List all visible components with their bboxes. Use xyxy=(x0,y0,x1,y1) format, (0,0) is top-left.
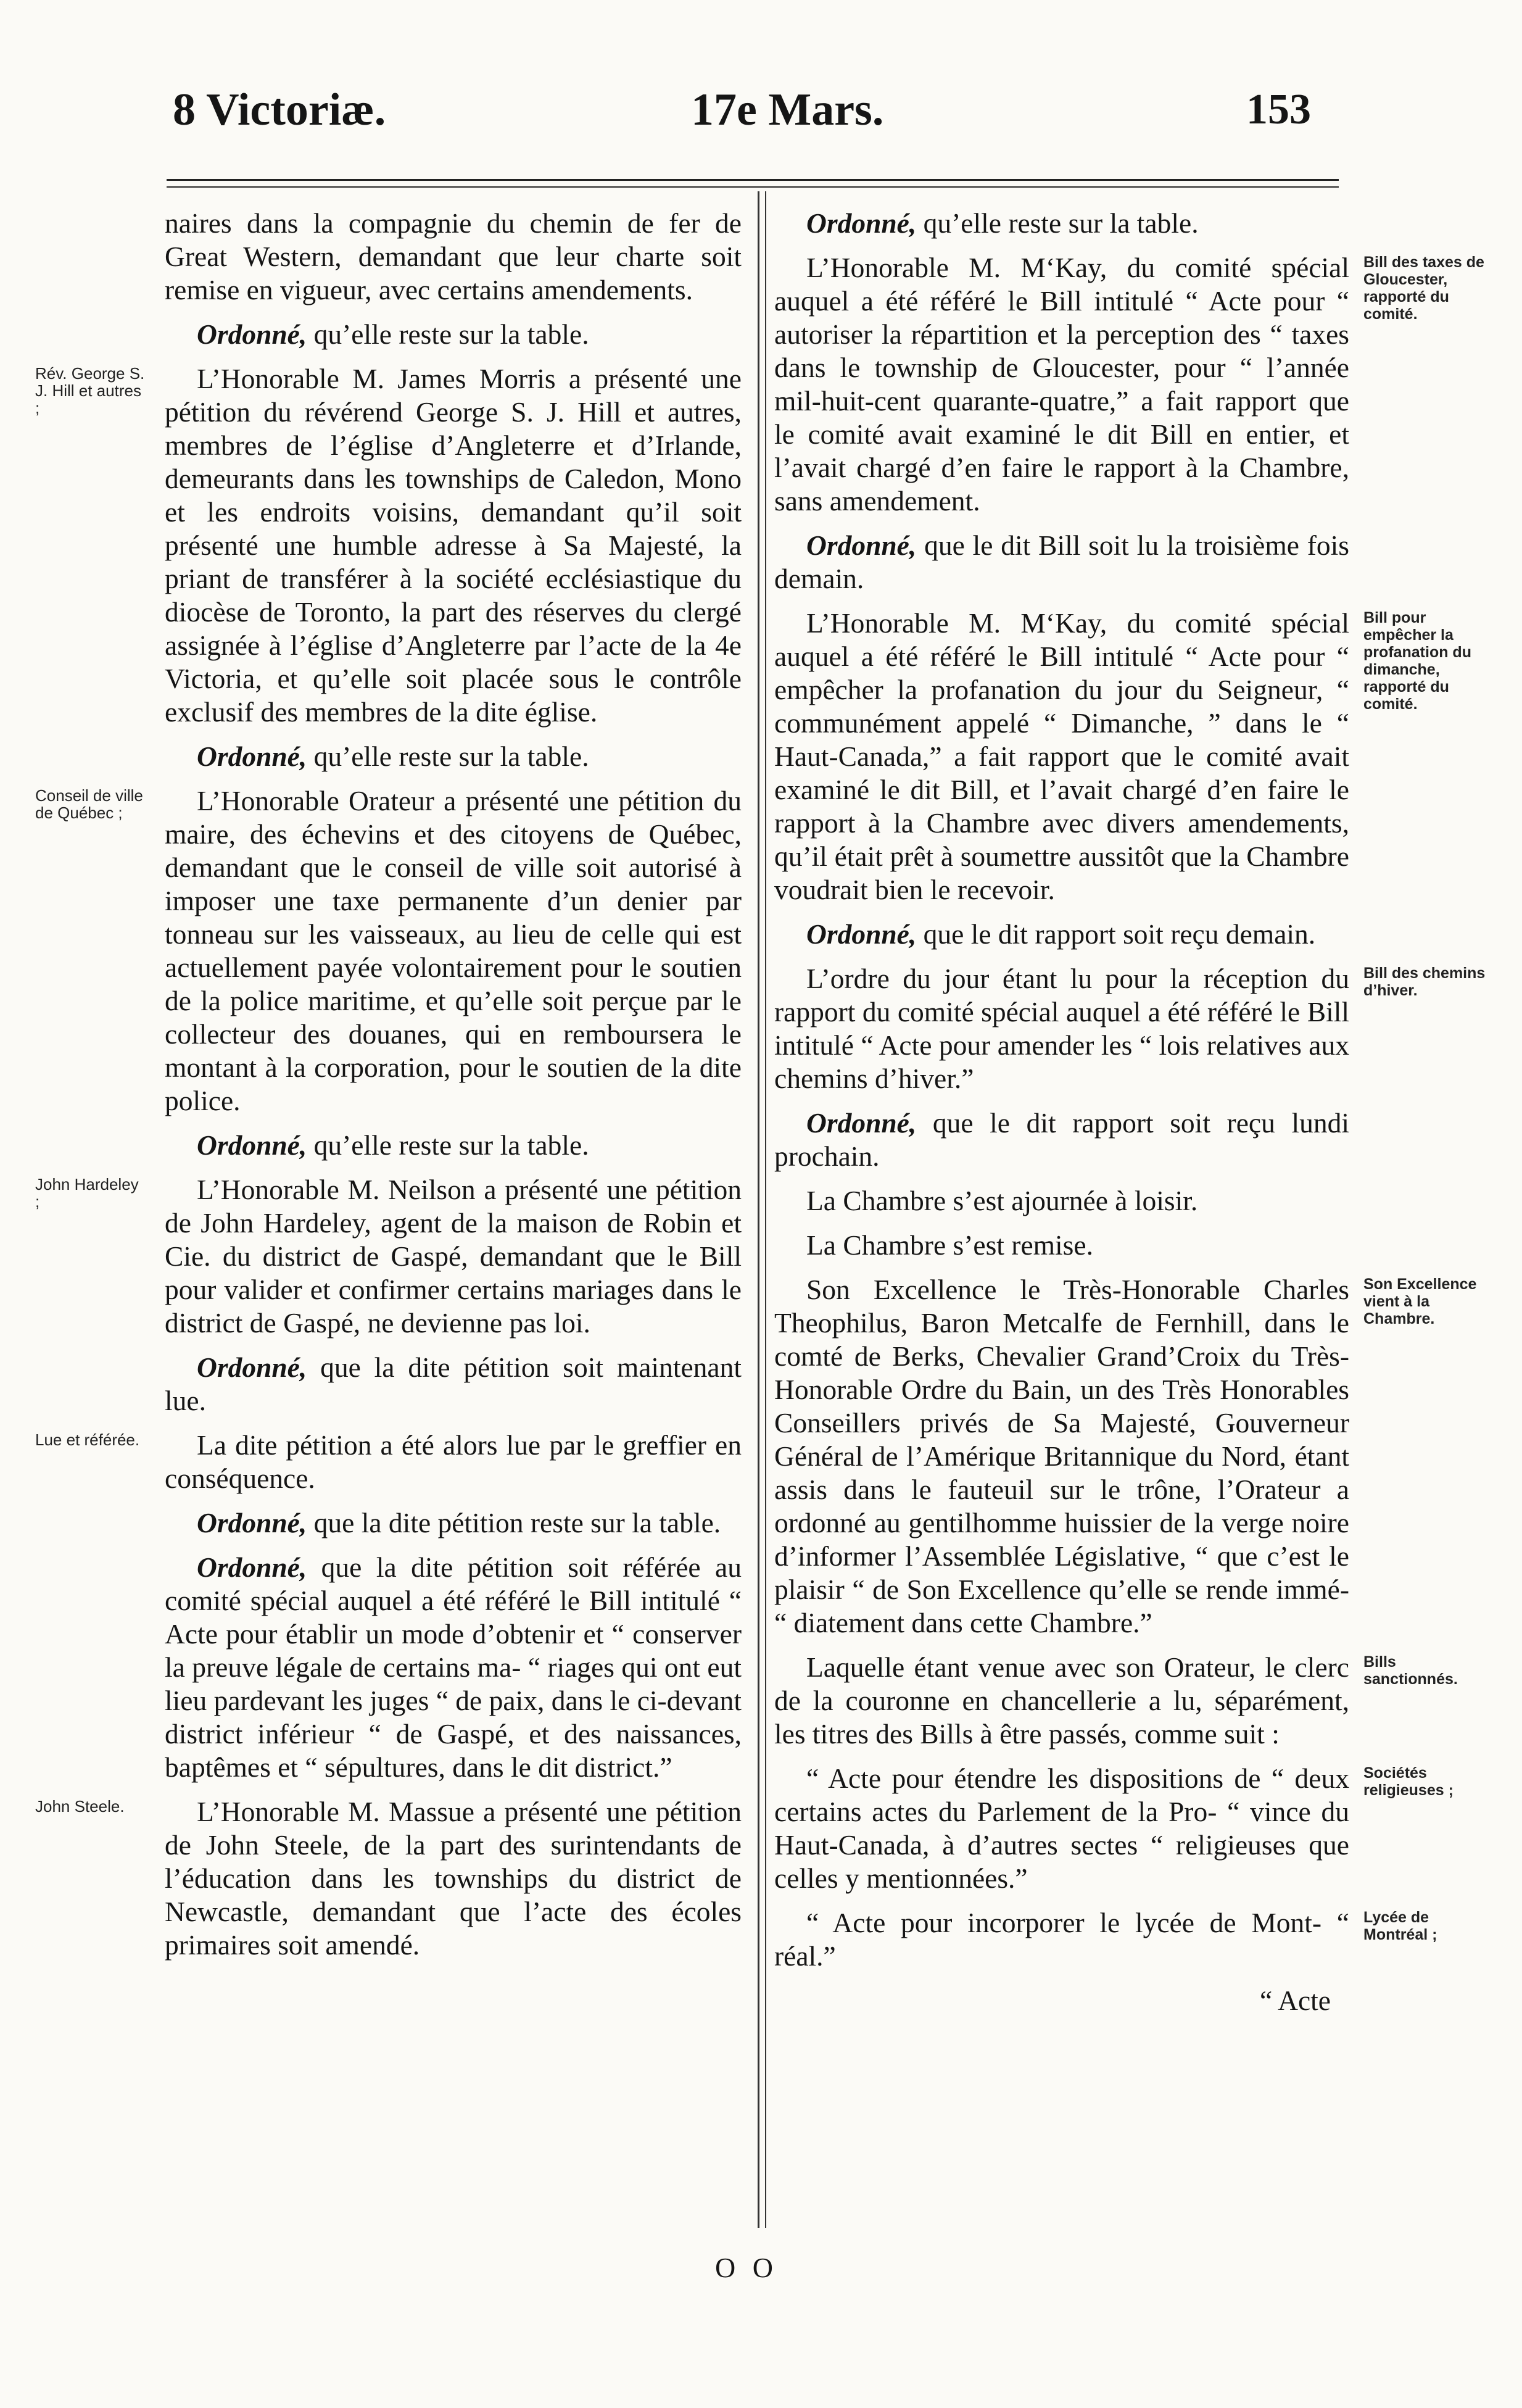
body-paragraph xyxy=(165,207,742,307)
ordonne-lead: Ordonné, xyxy=(806,1107,917,1139)
paragraph-text: L’Honorable M. James Morris a présenté une pétition du révérend George S. J. Hill et autres, membres de l’église d’Angleterre et d’Irlande, demeurants dans les townships de Caledon, Mono et les endroits voisins, demandant qu’il soit présenté une humble adresse à Sa Majesté, la priant de transférer à la société ecclésiastique du diocèse de Toronto, la part des réserves du clergé assignée à l’église d’Angleterre par l’acte de la 4e Victoria, et qu’elle soit placée sous le contrôle exclusif des membres de la dite église. xyxy=(165,363,742,728)
paragraph-text: “ Acte xyxy=(1260,1985,1331,2016)
margin-note: Lycée de Montréal ; xyxy=(1363,1909,1437,1943)
body-paragraph xyxy=(774,1906,1437,1973)
body-paragraph xyxy=(774,607,1471,907)
body-paragraph xyxy=(774,1184,1349,1218)
ordonne-lead: Ordonné, xyxy=(197,1507,307,1538)
margin-note: Bill des chemins d’hiver. xyxy=(1363,965,1486,999)
paragraph-text: L’Honorable Orateur a présenté une pétition du maire, des échevins et des citoyens de Québec, demandant que le conseil de ville soit autorisé à imposer une taxe permanente d’un denier par tonneau sur les vaisseaux, au lieu de celle qui est actuellement payée volontairement pour le soutien de la police maritime, et qu’elle soit perçue par le collecteur des douanes, qui en remboursera le montant à la corporation, pour le soutien de la dite police. xyxy=(165,785,742,1116)
body-paragraph xyxy=(774,1229,1349,1262)
page-number: 153 xyxy=(1246,86,1311,133)
right-column xyxy=(774,207,1486,2028)
ordonne-text: que le dit rapport soit reçu demain. xyxy=(916,918,1316,950)
paragraph-text: L’Honorable M. M‘Kay, du comité spécial auquel a été référé le Bill intitulé “ Acte pour “ empêcher la profanation du jour du Seigneur, “ communément appelé “ Dimanche, ” dans le “ Haut-Canada,” a fait rapport que le comité avait examiné le dit Bill, et l’avait chargé d’en faire le rapport à la Chambre avec divers amendements, qu’il était prêt à soumettre aussitôt que la Chambre voudrait bien le recevoir. xyxy=(774,607,1349,905)
margin-note: Son Excellence vient à la Chambre. xyxy=(1363,1276,1477,1327)
paragraph-text: La dite pétition a été alors lue par le greffier en conséquence. xyxy=(165,1429,742,1494)
paragraph-text: La Chambre s’est ajournée à loisir. xyxy=(806,1185,1198,1216)
ordonne-text: que la dite pétition soit référée au comité spécial auquel a été référé le Bill intitulé “ Acte pour établir un mode d’obtenir et “ conserver la preuve légale de certains ma- “ riages qui ont eut lieu pardevant les juges “ de paix, dans le ci-devant district inférieur “ de Gaspé, et des naissances, baptêmes et “ sépultures, dans le dit district.” xyxy=(165,1551,742,1783)
paragraph-text: “ Acte pour incorporer le lycée de Mont- “ réal.” xyxy=(774,1907,1349,1972)
ordonne-lead: Ordonné, xyxy=(197,741,307,772)
margin-note: John Steele. xyxy=(35,1797,125,1816)
ordonne-paragraph xyxy=(774,1106,1349,1173)
ordonne-text: que le dit Bill soit lu la troisième fois demain. xyxy=(774,529,1349,594)
ordonne-text: qu’elle reste sur la table. xyxy=(307,1129,589,1161)
page-header xyxy=(0,79,1522,153)
paragraph-text: La Chambre s’est remise. xyxy=(806,1229,1093,1261)
ordonne-paragraph xyxy=(165,1551,742,1784)
left-column xyxy=(35,207,742,1973)
ordonne-lead: Ordonné, xyxy=(197,318,307,350)
ordonne-lead: Ordonné, xyxy=(806,529,917,561)
ordonne-paragraph xyxy=(165,1129,742,1162)
body-paragraph xyxy=(35,1795,742,1962)
ordonne-lead: Ordonné, xyxy=(806,207,917,239)
paragraph-text: L’Honorable M. Massue a présenté une pétition de John Steele, de la part des surintendants de l’éducation dans les townships du district de Newcastle, demandant que l’acte des écoles primaires soit amendé. xyxy=(165,1796,742,1961)
ordonne-text: que le dit rapport soit reçu lundi prochain. xyxy=(774,1107,1349,1172)
ordonne-paragraph xyxy=(774,207,1349,240)
ordonne-paragraph xyxy=(165,740,742,773)
ordonne-text: qu’elle reste sur la table. xyxy=(307,318,589,350)
ordonne-paragraph xyxy=(774,529,1349,596)
margin-note: Bill des taxes de Gloucester, rapporté du comité. xyxy=(1363,254,1484,323)
paragraph-text: naires dans la compagnie du chemin de fer de Great Western, demandant que leur charte soit remise en vigueur, avec certains amendements. xyxy=(165,207,742,305)
paragraph-text: L’Honorable M. Neilson a présenté une pétition de John Hardeley, agent de la maison de Robin et Cie. du district de Gaspé, demandant que le Bill pour valider et confirmer certains mariages dans le district de Gaspé, ne devienne pas loi. xyxy=(165,1174,742,1339)
paragraph-text: Son Excellence le Très-Honorable Charles Theophilus, Baron Metcalfe de Fernhill, dans le comté de Berks, Chevalier Grand’Croix du Très-Honorable Ordre du Bain, un des Très Honorables Conseillers privés de Sa Majesté, Gouverneur Général de l’Amérique Britannique du Nord, étant assis dans le fauteuil sur le trône, l’Orateur a ordonné au gentilhomme huissier de la verge noire d’informer l’Assemblée Législative, “ que c’est le plaisir “ de Son Excellence qu’elle se rende immé- “ diatement dans cette Chambre.” xyxy=(774,1274,1349,1638)
body-paragraph xyxy=(774,1762,1454,1895)
header-rule xyxy=(167,179,1339,181)
body-paragraph xyxy=(35,784,742,1118)
margin-note: Bill pour empêcher la profanation du dimanche, rapporté du comité. xyxy=(1363,609,1471,713)
signature-mark: O O xyxy=(715,2252,778,2283)
ordonne-lead: Ordonné, xyxy=(197,1551,307,1583)
ordonne-text: que la dite pétition reste sur la table. xyxy=(307,1507,721,1538)
paragraph-text: L’ordre du jour étant lu pour la réception du rapport du comité spécial auquel a été référé le Bill intitulé “ Acte pour amender les “ lois relatives aux chemins d’hiver.” xyxy=(774,963,1349,1094)
running-head-session: 8 Victoriæ. xyxy=(173,85,386,135)
ordonne-text: qu’elle reste sur la table. xyxy=(916,207,1199,239)
ordonne-paragraph xyxy=(165,1506,742,1540)
margin-note: Lue et référée. xyxy=(35,1430,140,1449)
ordonne-text: qu’elle reste sur la table. xyxy=(307,741,589,772)
body-paragraph xyxy=(774,1984,1349,2017)
paragraph-text: “ Acte pour étendre les dispositions de “ deux certains actes du Parlement de la Pro- “ vince du Haut-Canada, à d’autres sectes “ religieuses que celles y mentionnées.” xyxy=(774,1762,1349,1894)
body-paragraph xyxy=(774,251,1484,518)
body-paragraph xyxy=(35,1429,742,1495)
ordonne-paragraph xyxy=(774,918,1349,951)
body-paragraph xyxy=(35,1173,742,1340)
body-paragraph xyxy=(35,362,742,729)
margin-note: Conseil de ville de Québec ; xyxy=(35,786,143,822)
ordonne-lead: Ordonné, xyxy=(197,1129,307,1161)
column-divider-thin xyxy=(765,191,766,2228)
body-paragraph xyxy=(774,1651,1458,1751)
ordonne-text: que la dite pétition soit maintenant lue. xyxy=(165,1351,742,1416)
body-paragraph xyxy=(774,1273,1477,1640)
paragraph-text: Laquelle étant venue avec son Orateur, le clerc de la couronne en chancellerie a lu, séparément, les titres des Bills à être passés, comme suit : xyxy=(774,1651,1349,1750)
header-rule-thin xyxy=(167,186,1339,188)
margin-note: John Hardeley ; xyxy=(35,1175,139,1211)
margin-note: Sociétés religieuses ; xyxy=(1363,1764,1454,1799)
column-divider xyxy=(758,191,759,2228)
ordonne-lead: Ordonné, xyxy=(197,1351,307,1383)
running-head-date: 17e Mars. xyxy=(691,85,884,135)
ordonne-paragraph xyxy=(165,318,742,351)
body-paragraph xyxy=(774,962,1486,1095)
ordonne-paragraph xyxy=(165,1351,742,1418)
margin-note: Bills sanctionnés. xyxy=(1363,1653,1458,1688)
paragraph-text: L’Honorable M. M‘Kay, du comité spécial auquel a été référé le Bill intitulé “ Acte pour “ autoriser la répartition et la perception des “ taxes dans le township de Gloucester, pour “ l’année mil-huit-cent quarante-quatre,” a fait rapport que le comité avait examiné le dit Bill en entier, et l’avait chargé d’en faire le rapport à la Chambre, sans amendement. xyxy=(774,252,1349,517)
margin-note: Rév. George S. J. Hill et autres ; xyxy=(35,364,145,417)
ordonne-lead: Ordonné, xyxy=(806,918,917,950)
